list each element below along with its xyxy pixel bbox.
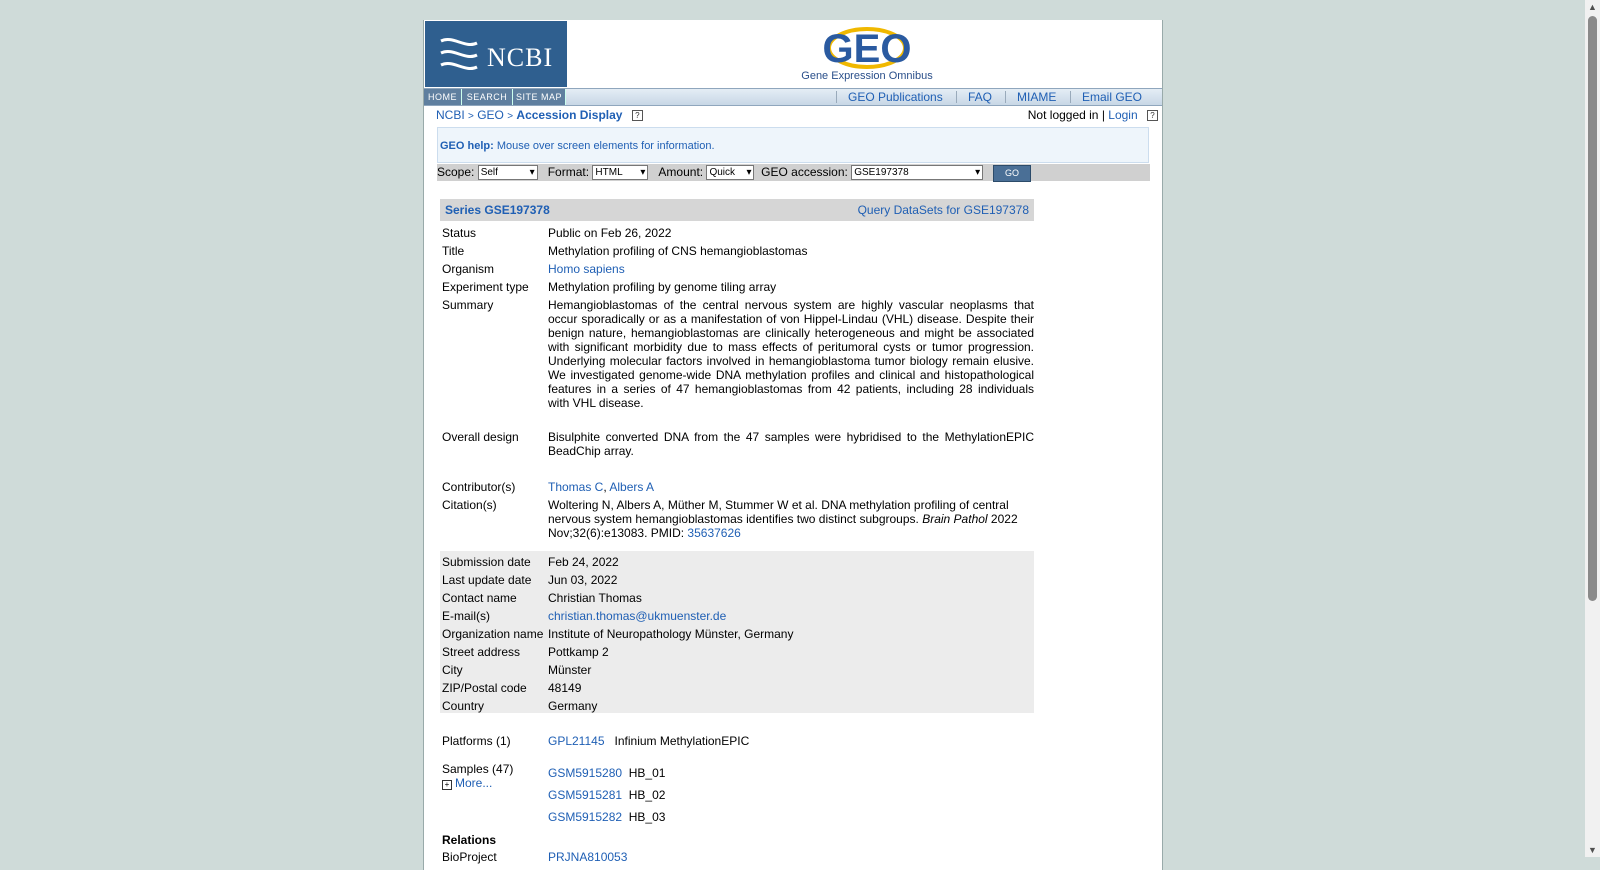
summary-row — [442, 298, 1034, 428]
amount-select[interactable]: Quick ▾ — [706, 165, 754, 180]
top-navbar — [424, 88, 1162, 106]
citation-key: Citation(s) — [442, 498, 497, 512]
series-title: Series GSE197378 — [445, 203, 550, 217]
breadcrumb-sep: > — [507, 111, 514, 122]
nav-home-button[interactable]: HOME — [424, 89, 462, 105]
format-select[interactable]: HTML ▾ — [592, 165, 648, 180]
geo-publications-link[interactable]: GEO Publications — [848, 90, 943, 104]
contributor-link[interactable]: Albers A — [609, 480, 655, 494]
amount-label: Amount: — [658, 165, 704, 179]
experiment-type-value: Methylation profiling by genome tiling array — [548, 280, 777, 294]
ncbi-logo[interactable] — [425, 21, 567, 87]
email-geo-link[interactable]: Email GEO — [1082, 90, 1143, 104]
login-status: Not logged in | — [1027, 108, 1105, 122]
zip-row: ZIP/Postal code 48149 — [442, 681, 582, 695]
breadcrumb-ncbi[interactable]: NCBI — [436, 108, 465, 122]
title-key: Title — [442, 244, 465, 258]
breadcrumb-sep: > — [468, 111, 474, 122]
email-row: E-mail(s) christian.thomas@ukmuenster.de — [442, 609, 1034, 627]
series-header — [440, 199, 1034, 221]
samples-row: Samples (47) + More... GSM5915280 HB_01 GSM5915281 HB_02 GSM5915282 HB_03 — [442, 762, 666, 824]
breadcrumb-current: Accession Display — [516, 108, 623, 122]
ncbi-logo-text: NCBI — [487, 43, 554, 72]
sample-item: GSM5915280 HB_01 — [548, 766, 666, 780]
ncbi-helix-icon — [437, 35, 481, 75]
country-row: Country Germany — [442, 699, 598, 713]
query-bar — [437, 164, 1150, 181]
sample-item: GSM5915281 HB_02 — [548, 788, 666, 802]
citation-row — [442, 498, 1034, 544]
sample-item: GSM5915282 HB_03 — [548, 810, 666, 824]
organism-link[interactable]: Homo sapiens — [548, 262, 625, 276]
contributor-link[interactable]: Thomas C — [548, 480, 604, 494]
page-container — [423, 20, 1163, 870]
scope-select[interactable]: Self ▾ — [478, 165, 538, 180]
page-scrollbar[interactable] — [1585, 0, 1600, 857]
geo-logo-icon — [792, 26, 942, 70]
overall-design-row — [442, 430, 1034, 470]
breadcrumb-geo[interactable]: GEO — [477, 108, 504, 122]
pmid-link[interactable]: 35637626 — [687, 526, 741, 540]
scroll-up-icon[interactable]: ▲ — [1588, 2, 1597, 12]
more-samples-link[interactable]: More... — [455, 776, 493, 790]
contact-name-row: Contact name Christian Thomas — [442, 591, 642, 605]
help-icon[interactable]: ? — [1147, 110, 1158, 121]
organism-key: Organism — [442, 262, 495, 276]
help-text: Mouse over screen elements for information. — [496, 140, 715, 152]
miame-link[interactable]: MIAME — [1017, 90, 1057, 104]
accession-label: GEO accession: — [761, 165, 848, 179]
title-value: Methylation profiling of CNS hemangioblastomas — [548, 244, 808, 258]
platform-link[interactable]: GPL21145 — [548, 734, 605, 748]
contributors-key: Contributor(s) — [442, 480, 516, 494]
format-label: Format: — [547, 165, 590, 179]
last-update-row: Last update date Jun 03, 2022 — [442, 573, 618, 587]
contributors-value: Thomas C, Albers A — [548, 480, 655, 494]
citation-value: Woltering N, Albers A, Müther M, Stummer W et al. DNA methylation profiling of central nervous system hemangioblastomas identifies two distinct subgroups. Brain Pathol 2022 Nov;32(6):e13083. PMID: 35637626 — [548, 498, 1018, 540]
status-row — [442, 226, 1034, 244]
bioproject-link[interactable]: PRJNA810053 — [548, 850, 628, 864]
overall-design-value: Bisulphite converted DNA from the 47 samples were hybridised to the MethylationEPIC BeadChip array. — [548, 430, 1034, 458]
scrollbar-thumb[interactable] — [1588, 16, 1597, 601]
geo-help-box — [437, 127, 1149, 163]
experiment-type-row — [442, 280, 1034, 298]
svg-text:GEO: GEO — [822, 27, 912, 70]
contributors-row — [442, 480, 1034, 498]
status-key: Status — [442, 226, 477, 240]
user-status — [1028, 108, 1158, 122]
expand-icon[interactable]: + — [442, 780, 452, 790]
platforms-row: Platforms (1) GPL21145 Infinium MethylationEPIC — [442, 734, 750, 748]
go-button[interactable]: GO — [993, 165, 1031, 182]
email-link[interactable]: christian.thomas@ukmuenster.de — [548, 609, 727, 623]
summary-key: Summary — [442, 298, 494, 312]
faq-link[interactable]: FAQ — [968, 90, 993, 104]
scope-label: Scope: — [437, 165, 475, 179]
geo-logo-subtitle: Gene Expression Omnibus — [801, 70, 933, 82]
bioproject-row: BioProject PRJNA810053 — [442, 850, 1034, 868]
summary-value: Hemangioblastomas of the central nervous system are highly vascular neoplasms that occur sporadically or as a manifestation of von Hippel-Lindau (VHL) disease. Despite their benign nature, hemangioblastomas are clinically heterogeneous and might be associated with significant morbidity due to mass effects of peritumoral cysts or tumor progression. Underlying molecular factors involved in hemangioblastoma tumor biology remain elusive. We investigated genome-wide DNA methylation profiles and clinical and histopathological features in a series of 47 hemangioblastomas from 42 patients, including 28 individuals with VHL disease. — [548, 298, 1034, 410]
help-label: GEO help: — [440, 140, 494, 152]
login-link[interactable]: Login — [1108, 108, 1138, 122]
relations-heading: Relations — [442, 833, 497, 847]
breadcrumb — [436, 108, 643, 122]
help-icon[interactable]: ? — [632, 110, 643, 121]
accession-input[interactable]: GSE197378 ▾ — [851, 165, 983, 180]
scroll-down-icon[interactable]: ▼ — [1588, 845, 1597, 855]
query-datasets-link[interactable]: Query DataSets for GSE197378 — [857, 203, 1029, 217]
street-row: Street address Pottkamp 2 — [442, 645, 609, 659]
nav-sitemap-button[interactable]: SITE MAP — [513, 89, 566, 105]
geo-logo[interactable] — [792, 26, 942, 86]
status-value: Public on Feb 26, 2022 — [548, 226, 672, 240]
organism-row — [442, 262, 1034, 280]
organization-row: Organization name Institute of Neuropathology Münster, Germany — [442, 627, 794, 641]
title-row — [442, 244, 1034, 262]
city-row: City Münster — [442, 663, 592, 677]
overall-design-key: Overall design — [442, 430, 519, 444]
submission-date-row: Submission date Feb 24, 2022 — [442, 555, 619, 569]
experiment-type-key: Experiment type — [442, 280, 529, 294]
nav-search-button[interactable]: SEARCH — [462, 89, 513, 105]
